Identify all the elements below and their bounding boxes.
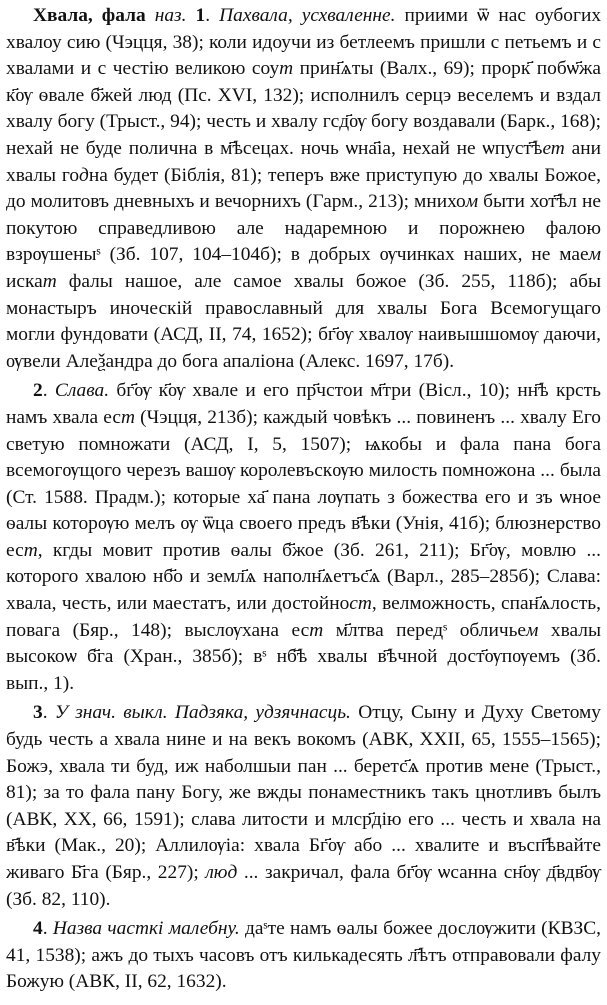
- text-run: т: [309, 619, 324, 641]
- text-run: Слава.: [54, 380, 110, 402]
- text-run: 3: [33, 702, 43, 724]
- text-run: иска: [6, 270, 43, 292]
- text-run: , велможность, спан҃ѧлость, повага (Бяр., 148); выслѹхана ес: [6, 593, 601, 641]
- text-run: 2: [33, 380, 43, 402]
- text-run: ст: [349, 593, 372, 615]
- text-run: ани хвалы го: [6, 137, 601, 186]
- text-run: фалы нашое, але самое хвалы божое (Зб. 255, 118б); абы монастыръ иноческій православный для хвалы Бога Всемогущаго могли фундовати (АСД, II, 74, 1652); бг҃ѹ хвалѹ наивышшомѹ даючи, ѹвели Алеѯандра до бога апаліона (Алекс. 1697, 17б).: [6, 270, 601, 372]
- text-run: Назва часткі малебну.: [52, 918, 240, 940]
- text-run: 4: [33, 918, 43, 940]
- text-run: ет: [542, 137, 565, 159]
- entry-sense-2: [6, 378, 601, 697]
- text-run: м҃лтва передˢ обличье: [323, 619, 527, 641]
- text-run: м: [465, 191, 479, 213]
- text-run: .: [42, 918, 53, 940]
- text-run: Хвала, фала: [33, 5, 146, 26]
- text-run: [186, 5, 195, 26]
- text-run: 1: [195, 5, 206, 26]
- text-run: хвалы высокоѡ б҃га (Хран., 385б); вˢ нб҃ѣ хвалы в҃ѣчной дост҃ѹпѹемъ (Зб. вып., 1).: [6, 619, 601, 694]
- text-run: Пахвала, усхваленне.: [219, 5, 396, 26]
- text-run: .: [42, 702, 55, 724]
- entry-sense-3: [6, 700, 601, 913]
- text-run: д: [79, 164, 89, 186]
- entry-sense-4: [6, 916, 601, 996]
- text-run: быти хот҃ѣл не покутою справедливою але надаремною и порожнею фалою взрѹшеныˢ (Зб. 107, 104–104б); в добрых ѹчинках наших, не мае: [6, 191, 601, 266]
- text-run: (Чэцця, 213б); каждый човѣкъ ... повиненъ ... хвалу Его светую помножати (АСД, I, 5, 1507); ѩкобы и фала пана бога всемогѹщого черезъ вашѹ королевъскѹю милость помножона ... была (Ст. 1588. Прадм.); которые ха҃ пана лѹпать з божества его и зъ ѡное ѳалы которѹю мелъ ѹ ѿца своего предъ в҃ѣки (Унія, 41б); блюзнерство ес: [6, 406, 602, 561]
- text-run: т: [279, 58, 294, 80]
- text-run: т: [42, 270, 57, 292]
- text-run: бг҃ѹ к҃ѹ хвале и его пр҃чстои м҃три (Вісл., 10); нн҃ѣ крсть намъ хвала ес: [6, 380, 601, 428]
- entry-sense-1: [6, 3, 601, 375]
- text-run: ... закричал, фала бг҃ѹ ѡсанна сн҃ѹ д҃вдв҃ѹ (Зб. 82, 110).: [6, 862, 601, 910]
- text-run: прин҃ѧты (Валх., 69); прорк҃ побѡ҃жа к҃ѹ ѳвале б҃жей люд (Пс. XVI, 132); исполнилъ серцэ веселемъ и вздал хвалу богу (Трыст., 94); честь и хвалу гсд҃ѹ богу воздавали (Барк., 168); нехай не буде полична в м҃ѣсецах. ночь ѡна҃іа, нехай не ѡпуст҃ѣ: [6, 58, 601, 159]
- text-run: м: [526, 619, 539, 641]
- text-run: .: [205, 5, 220, 26]
- text-run: т: [120, 406, 135, 428]
- text-run: м: [588, 244, 601, 266]
- text-run: приими ѿ нас оубогих хвалоу сию (Чэцця, 38); коли идоучи из бетлеемъ пришли с петьемъ и с хвалами и с честію великою соу: [6, 5, 602, 80]
- text-run: т: [23, 539, 38, 561]
- text-run: даˢте намъ ѳалы божее дослѹжити (КВЗС, 41, 1538); ажъ до тыхъ часовъ отъ килькадесять л҃ѣтъ отправовали фалу Божую (АВК, II, 62, 1632).: [6, 918, 602, 993]
- text-run: Отцу, Сыну и Духу Светому будь честь а хвала нине и на векъ вокомъ (АВК, XXII, 65, 1555–1565); Божэ, хвала ти буд, иж наболшыи пан ... беретс҃ѧ против мене (Трыст., 81); за то фала пану Богу, же вжды понаместникъ такъ цнотливъ былъ (АВК, XX, 66, 1591); слава литости и млср҃дію его ... честь и хвала на в҃ѣки (Мак., 20); Аллилѹіа: хвала Бг҃ѹ або ... хвалите и въсп҃ѣвайте живаго Б҃га (Бяр., 227);: [6, 702, 601, 883]
- text-run: [146, 5, 155, 26]
- text-run: У знач. выкл. Падзяка, удзячнасць.: [54, 702, 351, 724]
- text-run: , кгды мовит против ѳалы б҃жое (Зб. 261, 211); Бг҃ѹ, мовлю ... которого хвалою нб҃о и земл҃ѧ наполн҃ѧетъс҃ѧ (Варл., 285–285б); Слава: хвала, честь, или маестатъ, или достойно: [6, 539, 601, 615]
- text-run: .: [42, 380, 55, 402]
- text-run: на будет (Біблія, 81); теперъ вже приступую до хвалы Божое, до молитовъ дневныхъ и вечорнихъ (Гарм., 213); мнихо: [6, 164, 601, 213]
- text-run: наз.: [154, 5, 187, 26]
- text-run: люд: [205, 862, 238, 883]
